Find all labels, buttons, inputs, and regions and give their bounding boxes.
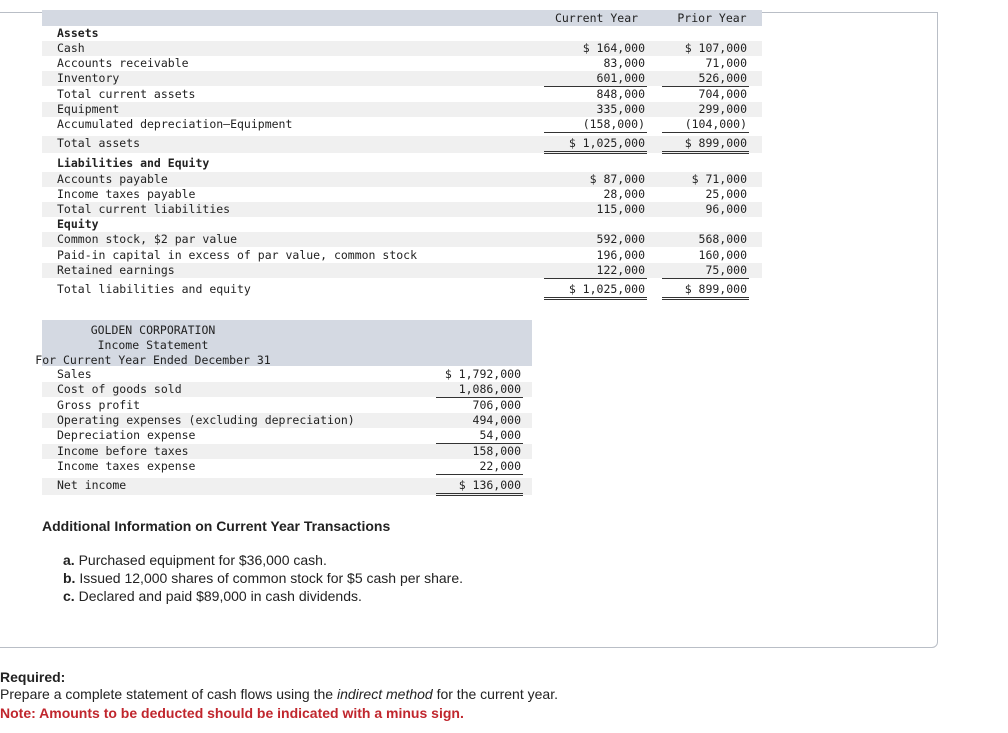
bs-label: Accumulated depreciation—Equipment [57,117,293,131]
bs-current-value: $ 1,025,000 [544,136,647,154]
bs-current-value: $ 164,000 [582,41,645,55]
income-statement-header [35,320,532,367]
bs-row-income-taxes-payable [42,187,762,202]
col-current-year: Current Year [544,10,649,26]
additional-item-b [63,570,463,586]
item-marker: c. [63,588,75,604]
is-value: 22,000 [436,459,523,475]
bs-section-heading: Liabilities and Equity [57,156,210,170]
statement-period: For Current Year Ended December 31 [35,353,271,367]
bs-current-value: $ 1,025,000 [544,282,647,300]
bs-label: Total liabilities and equity [57,282,251,296]
item-text: Purchased equipment for $36,000 cash. [78,552,327,568]
required-title: Required: [0,669,66,685]
bs-label: Retained earnings [57,263,175,277]
is-label: Net income [57,478,127,492]
is-label: Income taxes expense [57,459,196,473]
bs-row-retained-earnings [42,263,762,278]
bs-row-liabilities-equity [42,156,762,171]
bs-prior-value: $ 899,000 [662,136,749,154]
bs-label: Cash [57,41,85,55]
statement-title: Income Statement [97,338,209,352]
is-value: 54,000 [436,428,523,444]
bs-prior-value: 25,000 [662,187,749,203]
is-value: 494,000 [472,413,521,427]
bs-label: Inventory [57,71,120,85]
bs-section-heading: Assets [57,26,99,40]
bs-label: Accounts receivable [57,56,189,70]
is-row-income-before-taxes [42,444,532,459]
required-note: Note: Amounts to be deducted should be indicated with a minus sign. [0,705,464,721]
bs-prior-value: 299,000 [698,102,747,116]
bs-current-value: $ 87,000 [589,172,645,186]
bs-current-value: 335,000 [596,102,645,116]
bs-row-accounts-receivable [42,56,762,71]
is-row-depreciation [42,428,532,443]
bs-label: Accounts payable [57,172,168,186]
bs-row-assets [42,26,762,41]
bs-current-value: 28,000 [544,187,647,203]
bs-row-total-assets [42,136,762,153]
bs-label: Total current assets [57,87,196,101]
bs-row-total-current-liabilities [42,202,762,217]
balance-sheet-header [42,10,762,26]
required-text [0,686,558,702]
bs-current-value: 115,000 [596,202,645,216]
bs-row-equity [42,217,762,232]
item-marker: a. [63,552,75,568]
bs-row-total-liabilities-equity [42,282,762,299]
bs-prior-value: 75,000 [662,263,749,279]
bs-current-value: 122,000 [544,263,647,279]
item-text: Issued 12,000 shares of common stock for $5 cash per share. [79,570,463,586]
is-label: Cost of goods sold [57,382,182,396]
bs-label: Total assets [57,136,141,150]
bs-prior-value: 71,000 [705,56,747,70]
is-row-sales [42,367,532,382]
bs-current-value: 601,000 [544,71,647,87]
is-row-net-income [42,478,532,495]
is-value: $ 136,000 [436,478,523,496]
required-text-end: for the current year. [432,686,558,702]
is-value: $ 1,792,000 [444,367,521,381]
bs-current-value: 196,000 [596,248,645,262]
bs-prior-value: 568,000 [698,232,747,246]
is-row-cogs [42,382,532,397]
bs-current-value: 83,000 [603,56,645,70]
bs-label: Total current liabilities [57,202,231,216]
bs-current-value: (158,000) [544,117,647,133]
bs-row-accumulated-depreciation [42,117,762,132]
bs-prior-value: (104,000) [662,117,749,133]
bs-current-value: 848,000 [596,87,645,101]
required-text-start: Prepare a complete statement of cash flows using the [0,686,337,702]
is-row-gross-profit [42,398,532,413]
additional-item-a [63,552,327,568]
bs-prior-value: 96,000 [705,202,747,216]
additional-info-title: Additional Information on Current Year Transactions [42,518,391,534]
is-label: Sales [57,367,92,381]
item-text: Declared and paid $89,000 in cash dividends. [78,588,362,604]
is-value: 1,086,000 [436,382,523,398]
bs-row-total-current-assets [42,87,762,102]
bs-row-accounts-payable [42,172,762,187]
bs-row-paid-in-capital [42,248,762,263]
bs-label: Income taxes payable [57,187,196,201]
bs-prior-value: 704,000 [698,87,747,101]
bs-prior-value: 526,000 [662,71,749,87]
is-label: Income before taxes [57,444,189,458]
is-label: Operating expenses (excluding depreciation) [57,413,355,427]
bs-prior-value: $ 71,000 [691,172,747,186]
is-label: Depreciation expense [57,428,196,442]
bs-label: Equipment [57,102,120,116]
bs-row-equipment [42,102,762,117]
is-value: 158,000 [472,444,521,458]
company-name: GOLDEN CORPORATION [90,323,216,337]
additional-item-c [63,588,362,604]
bs-current-value: 592,000 [596,232,645,246]
is-row-operating-expenses [42,413,532,428]
is-value: 706,000 [472,398,521,412]
bs-row-common-stock [42,232,762,247]
bs-prior-value: 160,000 [698,248,747,262]
required-text-method: indirect method [336,686,433,702]
is-label: Gross profit [57,398,141,412]
bs-label: Paid-in capital in excess of par value, common stock [57,248,418,262]
bs-row-inventory [42,71,762,86]
item-marker: b. [63,570,76,586]
bs-row-cash [42,41,762,56]
bs-prior-value: $ 107,000 [684,41,747,55]
bs-section-heading: Equity [57,217,99,231]
col-prior-year: Prior Year [662,10,762,26]
bs-prior-value: $ 899,000 [662,282,749,300]
is-row-income-taxes [42,459,532,474]
bs-label: Common stock, $2 par value [57,232,238,246]
